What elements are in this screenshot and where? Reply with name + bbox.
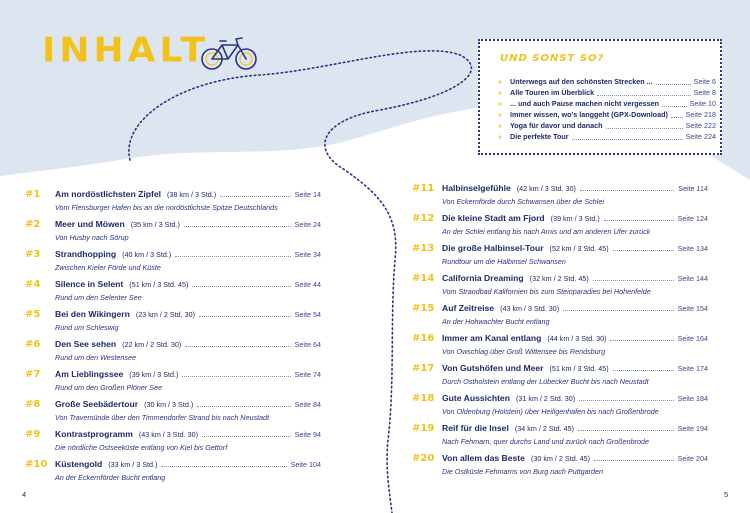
chevron-right-icon: » [498,132,502,141]
tour-entry[interactable]: #2 Meer und Möwen (35 km / 3 Std.) Seite 24 Von Husby nach Sörup [25,219,321,242]
extras-item[interactable]: » Unterwegs auf den schönsten Strecken ... Seite 6 [498,77,716,86]
tour-entry[interactable]: #9 Kontrastprogramm (43 km / 3 Std. 30) Seite 94 Die nördliche Ostseeküste entlang von Kiel bis Gettorf [25,429,321,452]
tour-entry[interactable]: #6 Den See sehen (22 km / 2 Std. 30) Seite 64 Rund um den Westensee [25,339,321,362]
tour-entry[interactable]: #7 Am Lieblingssee (39 km / 3 Std.) Seite 74 Rund um den Großen Plöner See [25,369,321,392]
tour-entry[interactable]: #17 Von Gutshöfen und Meer (51 km / 3 Std. 45) Seite 174 Durch Ostholstein entlang der Lübecker Bucht bis nach Neustadt [412,363,708,386]
tour-entry[interactable]: #10 Küstengold (33 km / 3 Std.) Seite 104 An der Eckernförder Bucht entlang [25,459,321,482]
tour-entry[interactable]: #11 Halbinselgefühle (42 km / 3 Std. 30) Seite 114 Von Eckernförde durch Schwansen über die Schlei [412,183,708,206]
tour-entry[interactable]: #5 Bei den Wikingern (23 km / 2 Std. 30) Seite 54 Rund um Schleswig [25,309,321,332]
tour-entry[interactable]: #18 Gute Aussichten (31 km / 2 Std. 30) Seite 184 Von Oldenburg (Holstein) über Heiligenhafen bis nach Großenbrode [412,393,708,416]
tour-entry[interactable]: #16 Immer am Kanal entlang (44 km / 3 Std. 30) Seite 164 Von Owschlag über Groß Wittensee bis Rendsburg [412,333,708,356]
chevron-right-icon: » [498,99,502,108]
chevron-right-icon: » [498,77,502,86]
tour-entry[interactable]: #12 Die kleine Stadt am Fjord (39 km / 3 Std.) Seite 124 An der Schlei entlang bis nach Arnis und am anderen Ufer zurück [412,213,708,236]
page-number-left: 4 [22,490,27,499]
chevron-right-icon: » [498,121,502,130]
extras-item[interactable]: » Die perfekte Tour Seite 224 [498,132,716,141]
extras-item[interactable]: » Immer wissen, wo's langgeht (GPX-Download) Seite 218 [498,110,716,119]
extras-box [478,39,722,155]
chevron-right-icon: » [498,110,502,119]
tour-entry[interactable]: #20 Von allem das Beste (30 km / 2 Std. 45) Seite 204 Die Ostküste Fehmarns von Burg nach Puttgarden [412,453,708,476]
tour-entry[interactable]: #15 Auf Zeitreise (43 km / 3 Std. 30) Seite 154 An der Hohwachter Bucht entlang [412,303,708,326]
page-title: INHALT [42,31,210,70]
extras-heading: UND SONST SO? [500,53,605,64]
extras-item[interactable]: » ... und auch Pause machen nicht vergessen Seite 10 [498,99,716,108]
chevron-right-icon: » [498,88,502,97]
tour-entry[interactable]: #14 California Dreaming (32 km / 2 Std. 45) Seite 144 Vom Strandbad Kalifornien bis zum Steinparadies bei Hohenfelde [412,273,708,296]
tour-entry[interactable]: #13 Die große Halbinsel-Tour (52 km / 3 Std. 45) Seite 134 Rundtour um die Halbinsel Schwansen [412,243,708,266]
page-number-right: 5 [724,490,729,499]
tour-entry[interactable]: #19 Reif für die Insel (34 km / 2 Std. 45) Seite 194 Nach Fehmarn, quer durchs Land und zurück nach Großenbrode [412,423,708,446]
extras-item[interactable]: » Alle Touren im Überblick Seite 8 [498,88,716,97]
tour-entry[interactable]: #4 Silence in Selent (51 km / 3 Std. 45) Seite 44 Rund um den Selenter See [25,279,321,302]
tour-entry[interactable]: #3 Strandhopping (40 km / 3 Std.) Seite 34 Zwischen Kieler Förde und Küste [25,249,321,272]
bicycle-icon [200,35,258,71]
tour-entry[interactable]: #8 Große Seebädertour (30 km / 3 Std.) Seite 84 Von Travemünde über den Timmendorfer Strand bis nach Neustadt [25,399,321,422]
extras-item[interactable]: » Yoga für davor und danach Seite 222 [498,121,716,130]
tour-entry[interactable]: #1 Am nordöstlichsten Zipfel (38 km / 3 Std.) Seite 14 Vom Flensburger Hafen bis an die nordöstlichste Spitze Deutschlands [25,189,321,212]
